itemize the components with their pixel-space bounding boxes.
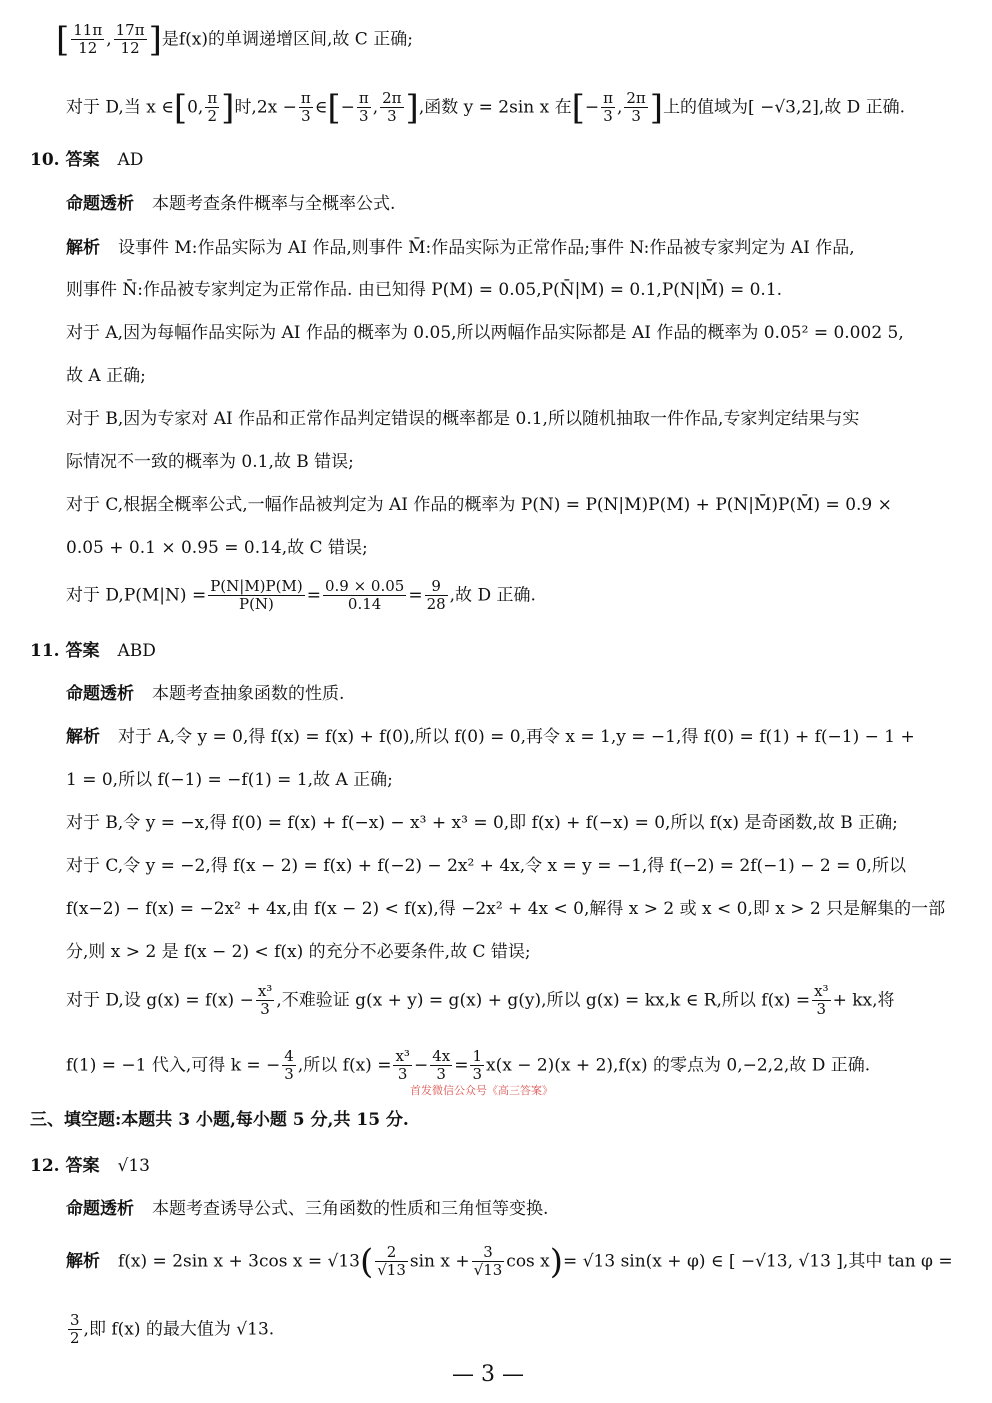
q10-solution-line: 对于 C,根据全概率公式,一幅作品被判定为 AI 作品的概率为 P(N) = P(N|M)P(M) + P(N|M̄)P(M̄) = 0.9 × [66,495,892,515]
q11-solution-line: 对于 B,令 y = −x,得 f(0) = f(x) + f(−x) − x³ + x³ = 0,即 f(x) + f(−x) = 0,所以 f(x) 是奇函数,故 B 正确; [66,813,898,833]
q10-solution-line: 解析 设事件 M:作品实际为 AI 作品,则事件 M̄:作品实际为正常作品;事件 N:作品被专家判定为 AI 作品, [66,238,855,258]
q10-solution-line: 0.05 + 0.1 × 0.95 = 0.14,故 C 错误; [66,538,368,558]
q10-solution-line: 对于 B,因为专家对 AI 作品和正常作品判定错误的概率都是 0.1,所以随机抽取一件作品,专家判定结果与实 [66,409,860,429]
q11-solution-line: 解析 对于 A,令 y = 0,得 f(x) = f(x) + f(0),所以 f(0) = 0,再令 x = 1,y = −1,得 f(0) = f(1) + f(−1) − 1 + [66,727,915,747]
q9-c-conclusion: [ $\frac{11\pi}{12}$ , $\frac{17\pi}{12}$ ]是f(x)的单调递增区间,故 C 正确; [56,19,413,60]
fraction: $\frac{\text{x³}}{3}$ [395,1047,410,1084]
q9-d-analysis: 对于 D,当 x ∈[0, $\frac{\pi}{2}$ ]时,2x − $\frac{\pi}{3}$ ∈[− $\frac{\pi}{3}$ , $\frac{2\pi}{3}$ ],函数 y = 2sin x 在[− $\frac{\pi}{3}$ , $\frac{2\pi}{3}$ ]上的值域为[ −√3,2],故 D 正确. [66,87,906,128]
q12-intent: 命题透析 本题考查诱导公式、三角函数的性质和三角恒等变换. [66,1199,549,1219]
fraction: $\frac{\pi}{3}$ [358,89,369,126]
q11-solution-line: 对于 C,令 y = −2,得 f(x − 2) = f(x) + f(−2) − 2x² + 4x,令 x = y = −1,得 f(−2) = 2f(−1) − 2 = 0,所以 [66,856,906,876]
watermark: 首发微信公众号《高三答案》 [410,1084,553,1097]
fraction: $\frac{P(N|M)P(M)}{P(N)}$ [210,577,303,614]
fraction: $\frac{\text{x³}}{3}$ [257,982,273,1019]
fraction: $\frac{11\pi}{12}$ [73,21,103,58]
q10-solution-line: 对于 A,因为每幅作品实际为 AI 作品的概率为 0.05,所以两幅作品实际都是 AI 作品的概率为 0.05² = 0.002 5, [66,323,904,343]
q12-answer-heading: 12. 答案 √13 [30,1156,150,1176]
fraction: $\frac{3}{2}$ [70,1311,80,1348]
fraction: $\frac{\pi}{3}$ [300,89,311,126]
q11-solution-line: f(x−2) − f(x) = −2x² + 4x,由 f(x − 2) < f(x),得 −2x² + 4x < 0,解得 x > 2 或 x < 0,即 x > 2 只是解集的一部 [66,899,946,919]
q10-solution-line: 际情况不一致的概率为 0.1,故 B 错误; [66,452,354,472]
fraction: $\frac{2\pi}{3}$ [626,89,646,126]
fraction: $\frac{\pi}{2}$ [207,89,218,126]
q12-solution-line: $\frac{3}{2}$ ,即 f(x) 的最大值为 √13. [70,1311,275,1348]
fraction: $\frac{0.9 \times 0.05}{0.14}$ [324,577,405,614]
q12-solution-line: 解析 f(x) = 2sin x + 3cos x = √13( $\frac{2}{√13}$ sin x + $\frac{3}{√13}$ cos x)= √13 sin(x + φ) ∈ [ −√13, √13 ],其中 tan φ = [66,1241,953,1282]
q11-solution-line: 1 = 0,所以 f(−1) = −f(1) = 1,故 A 正确; [66,770,393,790]
q11-answer-heading: 11. 答案 ABD [30,641,156,661]
fraction: $\frac{4x}{3}$ [432,1047,451,1084]
fraction: $\frac{4}{3}$ [284,1047,294,1084]
fraction: $\frac{17\pi}{12}$ [115,21,145,58]
fraction: $\frac{1}{3}$ [472,1047,482,1084]
q10-solution-line: 则事件 N̄:作品被专家判定为正常作品. 由已知得 P(M) = 0.05,P(N̄|M) = 0.1,P(N|M̄) = 0.1. [66,280,783,300]
q11-solution-line: 分,则 x > 2 是 f(x − 2) < f(x) 的充分不必要条件,故 C 错误; [66,942,531,962]
q11-solution-line: 对于 D,设 g(x) = f(x) − $\frac{\text{x³}}{3}$ ,不难验证 g(x + y) = g(x) + g(y),所以 g(x) = kx,k ∈ R,所以 f(x) = $\frac{\text{x³}}{3}$ + kx,将 [66,982,895,1019]
q10-solution-line: 故 A 正确; [66,366,146,386]
fraction: $\frac{2\pi}{3}$ [382,89,402,126]
fraction: $\frac{3}{√13}$ [473,1243,503,1280]
q11-solution-line: f(1) = −1 代入,可得 k = − $\frac{4}{3}$ ,所以 f(x) = $\frac{\text{x³}}{3}$ − $\frac{4x}{3}$ = $\frac{1}{3}$ x(x − 2)(x + 2),f(x) 的零点为 0,−2,2,故 D 正确. [66,1047,871,1084]
fraction: $\frac{\text{x³}}{3}$ [814,982,829,1019]
q11-intent: 命题透析 本题考查抽象函数的性质. [66,684,345,704]
q10-intent: 命题透析 本题考查条件概率与全概率公式. [66,194,396,214]
fraction: $\frac{9}{28}$ [426,577,446,614]
fraction: $\frac{\pi}{3}$ [603,89,613,126]
fraction: $\frac{2}{√13}$ [377,1243,406,1280]
q10-solution-line: 对于 D,P(M|N) = $\frac{P(N|M)P(M)}{P(N)}$ = $\frac{0.9 \times 0.05}{0.14}$ = $\frac{9}{28}$ ,故 D 正确. [66,577,536,614]
page-number: — 3 — [452,1362,524,1387]
q10-answer-heading: 10. 答案 AD [30,150,144,170]
section-heading: 三、填空题:本题共 3 小题,每小题 5 分,共 15 分. [30,1110,409,1130]
